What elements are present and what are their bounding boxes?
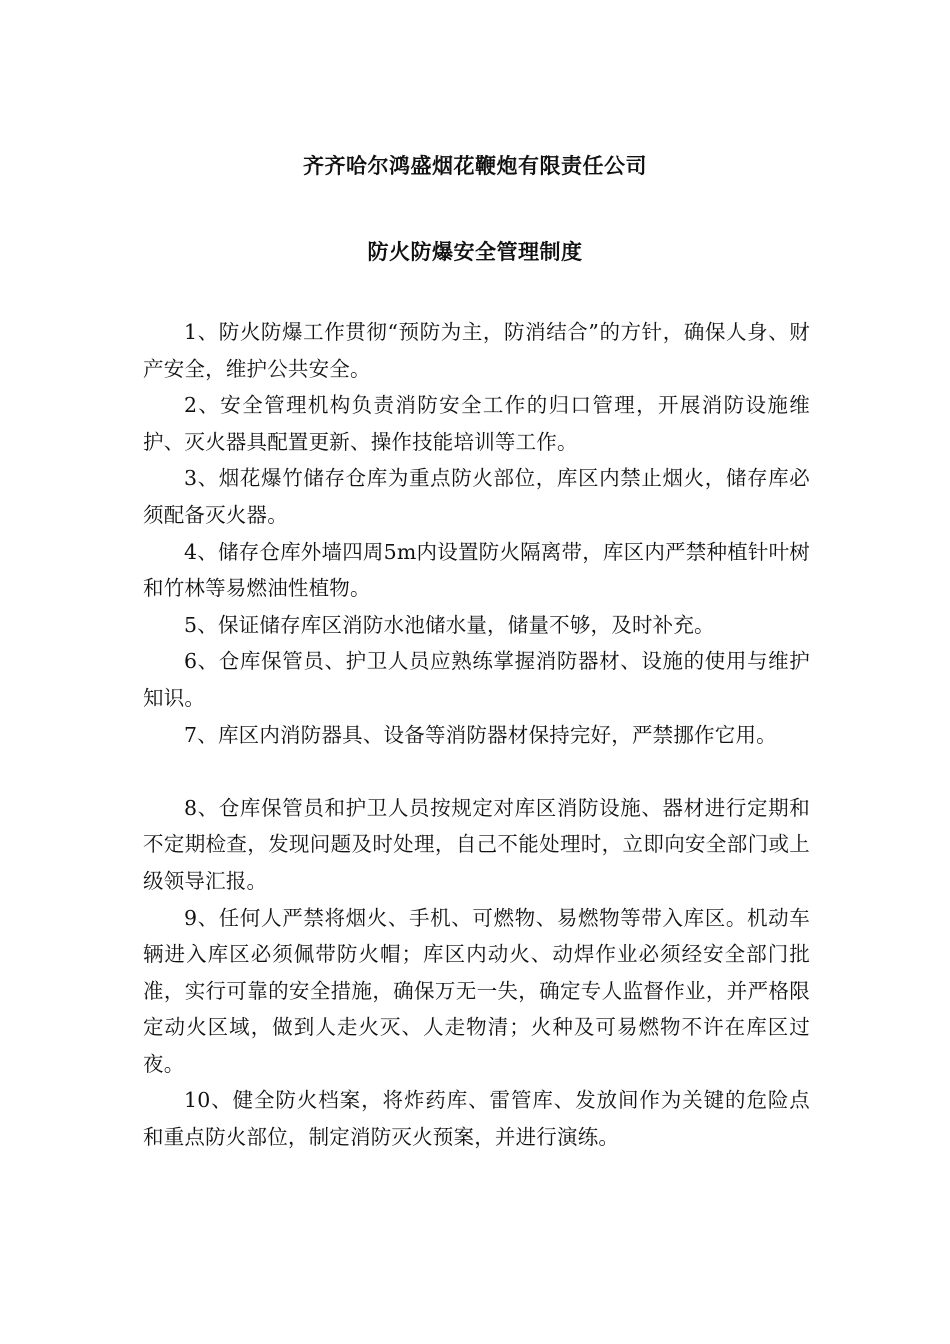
company-name: 齐齐哈尔鸿盛烟花鞭炮有限责任公司 (303, 154, 647, 178)
paragraph-item-8: 8、仓库保管员和护卫人员按规定对库区消防设施、器材进行定期和不定期检查，发现问题及时处理，自己不能处理时，立即向安全部门或上级领导汇报。 (143, 795, 810, 893)
paragraph-item-1: 1、防火防爆工作贯彻“预防为主，防消结合”的方针，确保人身、财产安全，维护公共安全。 (143, 320, 810, 381)
document-title: 防火防爆安全管理制度 (367, 240, 583, 264)
paragraph-item-9: 9、任何人严禁将烟火、手机、可燃物、易燃物等带入库区。机动车辆进入库区必须佩带防火帽；库区内动火、动焊作业必须经安全部门批准，实行可靠的安全措施，确保万无一失，确定专人监督作业，并严格限定动火区域，做到人走火灭、人走物清；火种及可易燃物不许在库区过夜。 (143, 905, 810, 1076)
paragraph-item-4: 4、储存仓库外墙四周5m内设置防火隔离带，库区内严禁种植针叶树和竹林等易燃油性植物。 (143, 539, 810, 601)
paragraph-item-6: 6、仓库保管员、护卫人员应熟练掌握消防器材、设施的使用与维护知识。 (143, 649, 810, 710)
paragraph-item-3: 3、烟花爆竹储存仓库为重点防火部位，库区内禁止烟火，储存库必须配备灭火器。 (143, 466, 810, 527)
paragraph-spacer (143, 753, 810, 790)
paragraph-item-10: 10、健全防火档案，将炸药库、雷管库、发放间作为关键的危险点和重点防火部位，制定消防灭火预案，并进行演练。 (143, 1088, 810, 1150)
document-body (143, 314, 810, 1156)
paragraph-item-7: 7、库区内消防器具、设备等消防器材保持完好，严禁挪作它用。 (184, 722, 777, 747)
paragraph-item-2: 2、安全管理机构负责消防安全工作的归口管理，开展消防设施维护、灭火器具配置更新、操作技能培训等工作。 (143, 393, 810, 454)
paragraph-item-5: 5、保证储存库区消防水池储水量，储量不够，及时补充。 (184, 612, 715, 637)
